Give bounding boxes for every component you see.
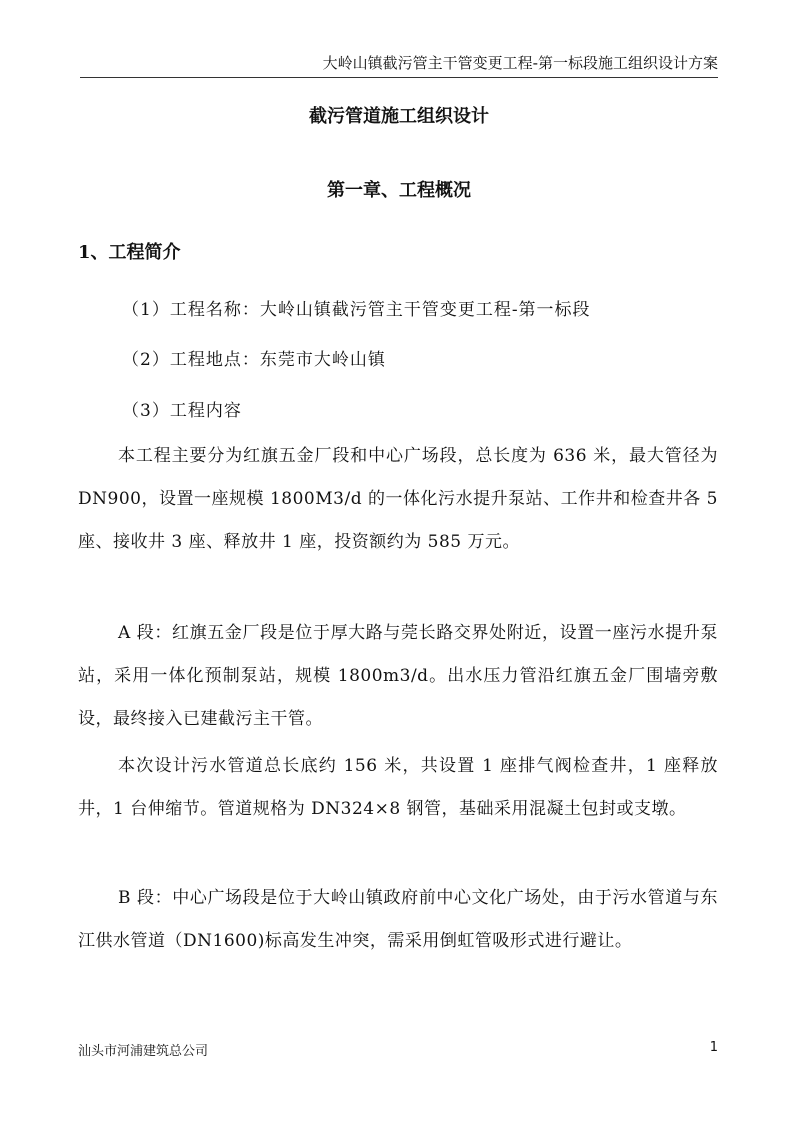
document-title: 截污管道施工组织设计 [309,106,489,127]
project-name-item: （1）工程名称：大岭山镇截污管主干管变更工程-第一标段 [122,300,591,320]
footer-company: 汕头市河浦建筑总公司 [78,1044,209,1059]
running-header: 大岭山镇截污管主干管变更工程-第一标段施工组织设计方案 [80,52,718,78]
project-content-item: （3）工程内容 [122,401,242,421]
pipeline-design-paragraph: 本次设计污水管道总长底约 156 米，共设置 1 座排气阀检查井，1 座释放井，1 台伸缩节。管道规格为 DN324×8 钢管，基础采用混凝土包封或支墩。 [78,756,718,819]
section-b-paragraph: B 段：中心广场段是位于大岭山镇政府前中心文化广场处，由于污水管道与东江供水管道（DN1600)标高发生冲突，需采用倒虹管吸形式进行避让。 [78,888,718,951]
chapter-heading: 第一章、工程概况 [327,180,471,201]
page-number: 1 [709,1040,718,1055]
section-heading: 1、工程简介 [78,242,181,263]
section-a-paragraph: A 段：红旗五金厂段是位于厚大路与莞长路交界处附近，设置一座污水提升泵站，采用一体化预制泵站，规模 1800m3/d。出水压力管沿红旗五金厂围墙旁敷设，最终接入已建截污主干管。 [78,623,718,729]
overview-paragraph: 本工程主要分为红旗五金厂段和中心广场段，总长度为 636 米，最大管径为 DN900，设置一座规模 1800M3/d 的一体化污水提升泵站、工作井和检查井各 5 座、接收井 3 座、释放井 1 座，投资额约为 585 万元。 [78,446,718,552]
project-location-item: （2）工程地点：东莞市大岭山镇 [122,350,386,370]
